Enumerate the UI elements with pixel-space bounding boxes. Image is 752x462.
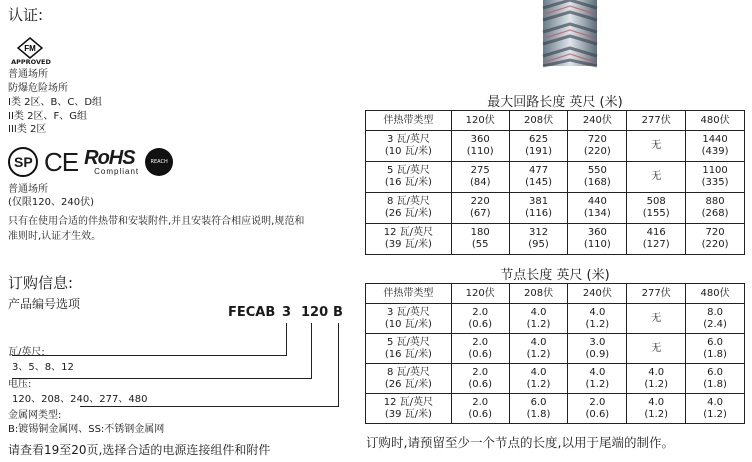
table-row: [366, 162, 745, 193]
voltage-values: 120、208、240、277、480: [12, 394, 148, 405]
value-line: (116): [525, 208, 552, 219]
braid-values: B:镀锡铜金属网、SS:不锈钢金属网: [8, 424, 165, 435]
value-cell: [627, 394, 686, 424]
value-cell: [627, 224, 686, 255]
header-cell: 120伏: [451, 111, 509, 131]
node-length-table-title: 节点长度 英尺 (米): [500, 268, 610, 283]
cable-type-cell: [366, 131, 452, 162]
value-line: (1.2): [585, 318, 610, 330]
cable-type-cell: [366, 193, 452, 224]
value-cell: [686, 193, 745, 224]
value-line: (0.6): [468, 348, 493, 360]
value-cell: [451, 193, 509, 224]
value-cell: [451, 364, 509, 394]
header-cell: 伴热带类型: [366, 284, 452, 304]
braid-leader-horizontal: [80, 406, 339, 407]
value-line: (155): [642, 208, 670, 219]
value-line: 6.0: [707, 336, 723, 348]
ce-logo: CE: [44, 147, 79, 177]
value-cell: [627, 131, 686, 162]
ordering-title: 订购信息:: [8, 274, 74, 292]
value-line: 508: [646, 196, 666, 207]
value-line: (0.6): [468, 378, 493, 390]
value-cell: [686, 364, 745, 394]
header-cell: 480伏: [686, 284, 745, 304]
value-line: 1100: [702, 165, 728, 176]
value-line: (55: [471, 239, 489, 250]
table-row: [366, 193, 745, 224]
table-row: [366, 394, 745, 424]
cable-type-line: (10 瓦/米): [384, 318, 432, 330]
value-line: 4.0: [589, 306, 606, 318]
cert-note-line-1: 只有在使用合适的伴热带和安装附件,并且安装符合相应说明,规范和: [8, 216, 305, 227]
table-row: [366, 224, 745, 255]
cable-type-cell: [366, 224, 452, 255]
value-cell: [568, 394, 627, 424]
header-cell: 120伏: [451, 284, 509, 304]
watts-leader-vertical: [286, 323, 287, 355]
cable-type-line: 5 瓦/英尺: [386, 336, 430, 348]
value-cell: [568, 224, 627, 255]
value-line: 550: [587, 165, 607, 176]
table-header-row: [366, 111, 745, 131]
cert-note-line-2: 准则时,认证才生效。: [8, 231, 102, 242]
fm-line-3: I类 2区、B、C、D组: [8, 97, 103, 108]
value-line: 2.0: [472, 306, 489, 318]
node-length-note: 订购时,请预留至少一个节点的长度,以用于尾端的制作。: [366, 435, 674, 450]
value-line: (95): [528, 239, 549, 250]
value-cell: [509, 162, 568, 193]
value-line: (0.9): [585, 348, 610, 360]
value-line: (168): [583, 177, 611, 188]
value-cell: [451, 334, 509, 364]
value-line: 8.0: [707, 306, 723, 318]
header-cell: 208伏: [509, 111, 568, 131]
value-line: 720: [705, 227, 725, 238]
cable-type-line: 5 瓦/英尺: [386, 165, 430, 176]
value-line: (0.6): [468, 408, 493, 420]
voltage-label: 电压:: [8, 379, 32, 390]
ordering-subtitle: 产品编号选项: [8, 297, 81, 311]
value-line: 无: [651, 312, 662, 324]
value-line: (0.6): [585, 408, 610, 420]
value-cell: [568, 334, 627, 364]
value-cell: [627, 334, 686, 364]
cable-type-line: (16 瓦/米): [384, 177, 432, 188]
watts-label: 瓦/英尺:: [8, 347, 45, 358]
value-line: 4.0: [589, 366, 606, 378]
cable-type-line: (16 瓦/米): [384, 348, 432, 360]
value-line: 4.0: [648, 396, 665, 408]
header-cell: 240伏: [568, 111, 627, 131]
value-line: 312: [528, 227, 549, 238]
value-line: 275: [470, 165, 490, 176]
value-line: 360: [587, 227, 607, 238]
value-line: 180: [470, 227, 490, 238]
value-line: 无: [651, 171, 662, 182]
value-cell: [568, 162, 627, 193]
value-line: (1.8): [703, 348, 727, 360]
voltage-leader-horizontal: [12, 378, 312, 379]
value-line: 3.0: [589, 336, 606, 348]
product-code-watts: 3: [282, 305, 292, 320]
value-line: 880: [705, 196, 725, 207]
cable-type-cell: [366, 364, 452, 394]
value-line: (127): [642, 239, 670, 250]
value-line: (134): [583, 208, 611, 219]
value-cell: [509, 334, 568, 364]
cable-type-cell: [366, 304, 452, 334]
value-cell: [451, 304, 509, 334]
fm-line-4: II类 2区、F、G组: [8, 111, 87, 122]
value-line: (1.2): [526, 348, 551, 360]
braid-label: 金属网类型:: [8, 410, 62, 421]
value-line: (0.6): [468, 318, 493, 330]
header-cell: 240伏: [568, 284, 627, 304]
table-header-row: [366, 284, 745, 304]
header-cell: 伴热带类型: [366, 111, 452, 131]
value-cell: [509, 224, 568, 255]
value-line: (1.2): [585, 378, 610, 390]
voltage-leader-vertical: [311, 323, 312, 378]
value-line: 6.0: [707, 366, 723, 378]
certification-title: 认证:: [8, 6, 44, 24]
value-line: 6.0: [530, 396, 547, 408]
value-line: 220: [470, 196, 490, 207]
value-line: (1.2): [644, 408, 669, 420]
fm-line-1: 普通场所: [8, 69, 48, 80]
header-cell: 277伏: [627, 111, 686, 131]
product-code-prefix: FECAB: [228, 305, 276, 320]
cable-type-cell: [366, 334, 452, 364]
value-cell: [451, 131, 509, 162]
value-line: (335): [701, 177, 729, 188]
value-line: 2.0: [472, 336, 489, 348]
value-cell: [686, 162, 745, 193]
node-length-table: [365, 283, 745, 424]
value-line: (110): [583, 239, 611, 250]
value-line: 2.0: [589, 396, 606, 408]
value-line: (84): [469, 177, 491, 188]
certification-logos: [8, 147, 173, 177]
value-cell: [509, 394, 568, 424]
csa-line-2: (仅限120、240伏): [8, 197, 94, 208]
value-line: 4.0: [707, 396, 723, 408]
cable-type-line: (10 瓦/米): [384, 146, 432, 157]
cable-type-line: 12 瓦/英尺: [383, 396, 434, 408]
fm-line-5: III类 2区: [8, 124, 47, 135]
cable-type-cell: [366, 162, 452, 193]
value-line: (220): [583, 146, 611, 157]
value-line: 无: [651, 140, 662, 151]
fm-line-2: 防爆危险场所: [8, 83, 68, 94]
product-code-voltage: 120: [301, 305, 329, 320]
cable-type-line: 12 瓦/英尺: [383, 227, 434, 238]
cable-type-line: 8 瓦/英尺: [386, 366, 430, 378]
ordering-footer: 请查看19至20页,选择合适的电源连接组件和附件: [8, 443, 271, 457]
value-cell: [451, 162, 509, 193]
value-cell: [509, 364, 568, 394]
value-line: 4.0: [530, 336, 547, 348]
fm-mark: FM: [24, 44, 36, 53]
value-line: (145): [525, 177, 552, 188]
value-line: 2.0: [472, 396, 489, 408]
value-line: (110): [466, 146, 494, 157]
value-cell: [451, 394, 509, 424]
value-cell: [686, 394, 745, 424]
value-line: 无: [651, 342, 662, 354]
table-row: [366, 304, 745, 334]
heat-trace-cable-image: [535, 0, 605, 72]
value-line: 416: [646, 227, 666, 238]
value-line: (220): [701, 239, 729, 250]
value-cell: [627, 193, 686, 224]
value-line: 2.0: [472, 366, 489, 378]
header-cell: 480伏: [686, 111, 745, 131]
cable-type-cell: [366, 394, 452, 424]
header-cell: 208伏: [509, 284, 568, 304]
cable-type-line: (26 瓦/米): [384, 208, 432, 219]
csa-line-1: 普通场所: [8, 184, 48, 195]
value-line: (2.4): [703, 318, 727, 330]
value-line: (268): [701, 208, 729, 219]
value-line: 477: [528, 165, 549, 176]
value-line: 440: [587, 196, 607, 207]
rohs-logo: RoHS Compliant: [84, 147, 140, 176]
cable-type-line: 3 瓦/英尺: [386, 306, 430, 318]
table-row: [366, 334, 745, 364]
header-cell: 277伏: [627, 284, 686, 304]
reach-logo: REACH: [145, 148, 173, 176]
fm-approved-logo: [8, 37, 54, 67]
cable-type-line: (39 瓦/米): [384, 408, 432, 420]
fm-approved-text: APPROVED: [11, 58, 51, 66]
value-cell: [627, 162, 686, 193]
value-line: (1.2): [526, 318, 551, 330]
value-line: 4.0: [648, 366, 665, 378]
cable-type-line: (39 瓦/米): [384, 239, 432, 250]
csa-logo: SP: [8, 147, 38, 177]
value-cell: [627, 304, 686, 334]
cable-type-line: 3 瓦/英尺: [386, 134, 430, 145]
value-cell: [451, 224, 509, 255]
value-line: (67): [469, 208, 491, 219]
value-cell: [568, 304, 627, 334]
watts-leader-horizontal: [12, 355, 287, 356]
value-cell: [568, 193, 627, 224]
value-cell: [509, 131, 568, 162]
value-line: (1.2): [644, 378, 669, 390]
value-line: 4.0: [530, 306, 547, 318]
value-line: 625: [528, 134, 549, 145]
value-cell: [509, 304, 568, 334]
table-row: [366, 131, 745, 162]
value-cell: [627, 364, 686, 394]
max-length-table: [365, 110, 745, 255]
value-line: (1.2): [526, 378, 551, 390]
value-cell: [686, 224, 745, 255]
watts-values: 3、5、8、12: [12, 362, 74, 373]
value-line: (1.8): [526, 408, 551, 420]
cable-type-line: 8 瓦/英尺: [386, 196, 430, 207]
value-cell: [568, 364, 627, 394]
braid-leader-vertical: [338, 323, 339, 406]
value-line: 4.0: [530, 366, 547, 378]
value-line: (1.8): [703, 378, 727, 390]
value-cell: [509, 193, 568, 224]
value-line: 720: [587, 134, 607, 145]
value-cell: [686, 131, 745, 162]
value-cell: [686, 304, 745, 334]
max-length-table-title: 最大回路长度 英尺 (米): [487, 95, 623, 110]
value-cell: [568, 131, 627, 162]
value-line: (439): [701, 146, 729, 157]
value-line: 360: [470, 134, 490, 145]
value-cell: [686, 334, 745, 364]
value-line: (191): [525, 146, 552, 157]
cable-type-line: (26 瓦/米): [384, 378, 432, 390]
value-line: 1440: [702, 134, 728, 145]
product-code-braid: B: [333, 305, 343, 320]
value-line: 381: [528, 196, 549, 207]
value-line: (1.2): [703, 408, 727, 420]
table-row: [366, 364, 745, 394]
